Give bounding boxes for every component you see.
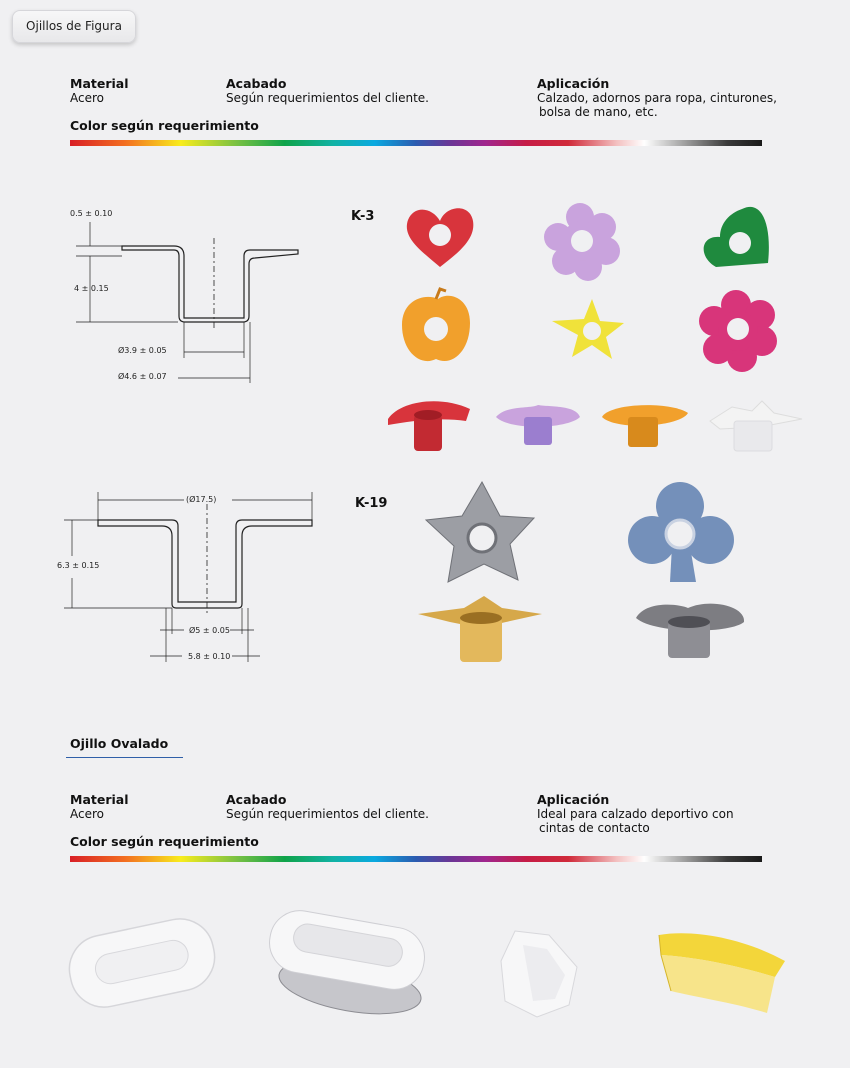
oval-eyelet-flat-white [63, 913, 221, 1014]
oval-eyelet-yellow [659, 933, 785, 1013]
k3-dim-inner-diameter: Ø3.9 ± 0.05 [118, 346, 167, 355]
club-eyelet-grey-side [636, 604, 744, 658]
k3-technical-drawing [66, 198, 316, 393]
star-eyelet-yellow [552, 299, 624, 359]
color-spectrum-bar [70, 140, 762, 146]
color-label-2: Color según requerimiento [70, 834, 259, 849]
material-label-2: Material [70, 792, 129, 807]
finish-label: Acabado [226, 76, 287, 91]
star-eyelet-silver [426, 482, 534, 582]
k19-dim-flange-diameter: (Ø17.5) [186, 495, 217, 504]
section-title-underline [66, 757, 183, 758]
flower-eyelet-lavender-side [496, 405, 580, 445]
application-line2-2: cintas de contacto [539, 821, 650, 835]
flower-eyelet-magenta [699, 290, 777, 372]
k3-code: K-3 [351, 209, 375, 224]
apple-eyelet-orange [402, 289, 470, 361]
application-line1-2: Ideal para calzado deportivo con [537, 807, 734, 821]
oval-eyelet-side-white [501, 931, 577, 1017]
k3-dim-height: 4 ± 0.15 [74, 284, 109, 293]
k19-technical-drawing [54, 486, 329, 671]
color-label: Color según requerimiento [70, 118, 259, 133]
k19-eyelet-gallery [410, 476, 760, 666]
heart-eyelet-red [407, 208, 474, 267]
star-eyelet-white-side [710, 401, 802, 451]
flower-eyelet-orange-side [602, 405, 688, 447]
application-label: Aplicación [537, 76, 610, 91]
application-label-2: Aplicación [537, 792, 610, 807]
material-label: Material [70, 76, 129, 91]
heart-eyelet-red-side [388, 401, 470, 451]
application-line1: Calzado, adornos para ropa, cinturones, [537, 91, 777, 105]
k19-dim-outer-diameter: 5.8 ± 0.10 [188, 652, 231, 661]
flower-eyelet-lavender [544, 203, 620, 281]
finish-value: Según requerimientos del cliente. [226, 91, 429, 105]
k3-dim-outer-diameter: Ø4.6 ± 0.07 [118, 372, 167, 381]
k19-dim-height: 6.3 ± 0.15 [57, 561, 100, 570]
material-value-2: Acero [70, 807, 104, 821]
color-spectrum-bar-2 [70, 856, 762, 862]
k19-code: K-19 [355, 496, 388, 511]
k3-dim-thickness: 0.5 ± 0.10 [70, 209, 113, 218]
material-value: Acero [70, 91, 104, 105]
finish-label-2: Acabado [226, 792, 287, 807]
k3-eyelet-gallery [380, 195, 810, 465]
tab-ojillos-de-figura[interactable]: Ojillos de Figura [12, 10, 136, 43]
k19-dim-inner-diameter: Ø5 ± 0.05 [189, 626, 230, 635]
section-title-ojillo-ovalado: Ojillo Ovalado [70, 736, 169, 751]
star-eyelet-gold-side [418, 596, 542, 662]
oval-eyelet-with-washer [265, 906, 429, 1023]
heart-eyelet-green [704, 207, 769, 267]
oval-eyelet-gallery [55, 905, 800, 1035]
application-line2: bolsa de mano, etc. [539, 105, 658, 119]
club-eyelet-blue [628, 482, 734, 582]
finish-value-2: Según requerimientos del cliente. [226, 807, 429, 821]
